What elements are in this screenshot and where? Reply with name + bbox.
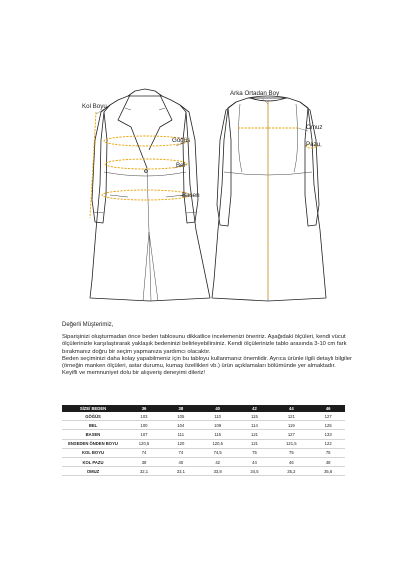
table-cell: 33,8 [198,467,238,476]
front-left-sleeve [92,105,110,223]
intro-paragraph-2: Beden seçiminizi daha kolay yapabilmeniz için bu tabloyu kullanmanız önemlidir. Ayrıca ürünle ilgili detaylı bilgiler (örneğin manken ölçüleri, astar durumu, kumaş özellikleri vb.) ürün açıklamaları bölümünde yer almaktadır. [62,355,352,370]
table-cell: 107 [124,430,164,439]
table-cell: 34,5 [238,467,272,476]
table-cell: 114 [238,421,272,430]
table-cell: 105 [164,412,198,421]
table-row [62,467,345,476]
table-row [62,421,345,430]
table-cell: 103 [124,412,164,421]
header-cell: 38 [164,405,198,412]
table-cell: 120,5 [124,439,164,448]
table-cell: 75 [271,448,311,457]
table-cell: 40 [164,457,198,466]
table-cell: 111 [164,430,198,439]
table-cell: 42 [198,457,238,466]
table-cell: 119 [271,421,311,430]
table-cell: 115 [198,430,238,439]
table-row [62,430,345,439]
table-cell: 133 [311,430,345,439]
table-cell: 110 [198,412,238,421]
table-cell: 104 [164,421,198,430]
label-omuz: Omuz [306,124,323,131]
back-right-princess [294,104,298,172]
table-cell: 74 [164,448,198,457]
table-cell: 127 [271,430,311,439]
front-collar-notch [125,108,165,110]
row-label: BEL [62,421,124,430]
row-label: ENSEDEN ÖNDEN BOYU [62,439,124,448]
kol-boyu-measure-line [90,112,96,218]
table-row [62,457,345,466]
label-pazu: Pazu [306,141,321,148]
row-label: KOL BOYU [62,448,124,457]
row-label: GÖĞÜS [62,412,124,421]
table-cell: 32,1 [124,467,164,476]
table-cell: 125 [311,421,345,430]
table-cell: 35,2 [271,467,311,476]
header-cell: 36 [124,405,164,412]
size-table [62,405,345,476]
intro-text [62,322,352,377]
table-cell: 74,5 [198,448,238,457]
front-pocket-left [110,195,128,197]
table-cell: 75 [238,448,272,457]
header-cell: 42 [238,405,272,412]
header-cell: 44 [271,405,311,412]
table-cell: 46 [271,457,311,466]
table-cell: 121,5 [271,439,311,448]
front-right-lapel [149,95,172,150]
table-row [62,412,345,421]
table-cell: 120,5 [198,439,238,448]
table-cell: 121 [238,439,272,448]
table-cell: 127 [311,412,345,421]
table-cell: 74 [124,448,164,457]
front-waist-seam [104,172,186,176]
table-cell: 121 [238,430,272,439]
table-cell: 33,1 [164,467,198,476]
header-cell: SİZE/ BEDEN [62,405,124,412]
bel-measure-line [105,159,187,169]
label-bel: Bel [176,162,185,169]
table-row [62,439,345,448]
back-left-princess [238,104,242,172]
front-collar [128,89,162,96]
table-cell: 109 [198,421,238,430]
row-label: KOL PAZU [62,457,124,466]
table-cell: 48 [311,457,345,466]
table-cell: 38 [124,457,164,466]
table-cell: 122 [311,439,345,448]
header-cell: 40 [198,405,238,412]
label-gogus: Göğüs [172,137,191,144]
greeting: Değerli Müşterimiz, [62,322,114,328]
table-row [62,448,345,457]
table-cell: 120 [164,439,198,448]
table-cell: 75 [311,448,345,457]
table-cell: 100 [124,421,164,430]
closing-text: Keyifli ve memnuniyet dolu bir alışveriş deneyimi dileriz! [62,370,206,377]
front-left-lapel [118,95,147,168]
table-cell: 35,6 [311,467,345,476]
header-cell: 46 [311,405,345,412]
intro-paragraph-1: Siparişinizi oluşturmadan önce beden tablosunu dikkatlice incelemenizi öneririz. Aşağıdaki ölçüleri, kendi vücut ölçülerinizle karşılaştırarak yaklaşık bedeninizi belirleyebilirsiniz. Kendi ölçülerinizle tablo arasında 3-10 cm fark bırakmanız doğru bir seçim yapmanıza yardımcı olacaktır. [62,334,347,355]
basen-measure-line [102,190,190,200]
table-cell: 121 [271,412,311,421]
row-label: OMUZ [62,467,124,476]
label-arka-ortadan-boy: Arka Ortadan Boy [230,90,280,97]
label-basen: Basen [182,192,200,199]
size-table-header [62,405,345,412]
table-cell: 115 [238,412,272,421]
label-kol-boyu: Kol Boyu [82,103,107,110]
row-label: BASEN [62,430,124,439]
table-cell: 44 [238,457,272,466]
